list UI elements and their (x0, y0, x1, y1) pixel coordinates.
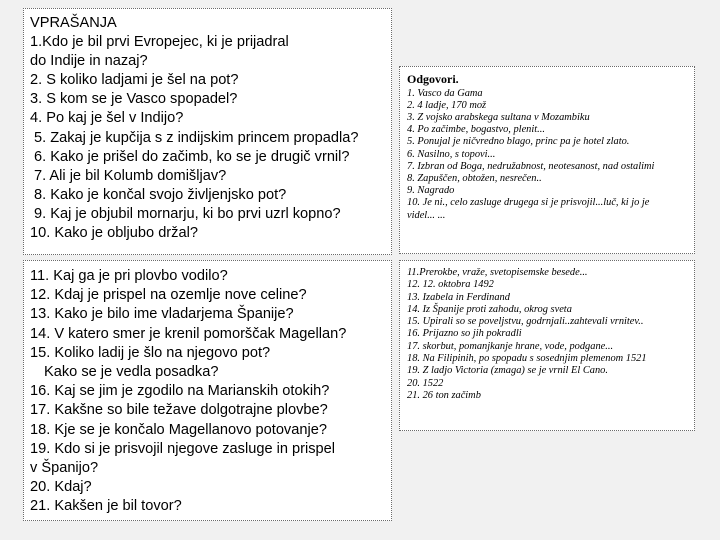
question-line: 7. Ali je bil Kolumb domišljav? (34, 167, 227, 184)
answer-line: 10. Je ni., celo zasluge drugega si je prisvojil...luč, ki jo je (407, 197, 650, 209)
answer-line: 16. Prijazno so jih pokradli (407, 328, 522, 340)
question-line: 10. Kako je obljubo držal? (30, 225, 198, 242)
answer-line: 2. 4 ladje, 170 mož (407, 99, 487, 111)
answer-line: 4. Po začimbe, bogastvo, plenit... (407, 124, 545, 136)
question-line: 1.Kdo je bil prvi Evropejec, ki je prijadral (30, 34, 289, 51)
answer-line: 13. Izabela in Ferdinand (407, 291, 510, 303)
question-line: 16. Kaj se jim je zgodilo na Marianskih otokih? (30, 383, 330, 400)
answer-line: 6. Nasilno, s topovi... (407, 148, 496, 160)
answer-line: 14. Iz Španije proti zahodu, okrog sveta (407, 303, 572, 315)
questions-heading: VPRAŠANJA (30, 15, 117, 31)
question-line: 19. Kdo si je prisvojil njegove zasluge in prispel (30, 440, 336, 457)
answer-line: 3. Z vojsko arabskega sultana v Mozambiku (407, 111, 590, 123)
answers-box-1 (399, 66, 695, 254)
answer-line: 11.Prerokbe, vraže, svetopisemske besede... (407, 267, 588, 278)
question-line: 12. Kdaj je prispel na ozemlje nove celine? (30, 287, 307, 304)
question-line: 14. V katero smer je krenil pomorščak Magellan? (30, 325, 347, 342)
answer-line: 12. 12. oktobra 1492 (407, 279, 494, 291)
answer-line: 20. 1522 (407, 377, 444, 389)
answer-line: 21. 26 ton začimb (407, 389, 481, 401)
answers-box-2 (399, 260, 695, 431)
answer-line: 8. Zapuščen, obtožen, nesrečen.. (407, 172, 542, 184)
answer-line: videl... ... (407, 209, 446, 221)
question-line: 11. Kaj ga je pri plovbo vodilo? (30, 268, 228, 284)
answer-line: 1. Vasco da Gama (407, 87, 483, 99)
question-line: 21. Kakšen je bil tovor? (30, 498, 182, 515)
answer-line: 7. Izbran od Boga, nedružabnost, neotesanost, nad ostalimi (407, 160, 655, 172)
question-line: v Španijo? (30, 460, 99, 477)
question-line: 8. Kako je končal svojo življenjsko pot? (34, 186, 287, 203)
question-line: 6. Kako je prišel do začimb, ko se je drugič vrnil? (34, 148, 350, 165)
answer-line: 17. skorbut, pomanjkanje hrane, vode, podgane... (407, 340, 614, 352)
question-line: 3. S kom se je Vasco spopadel? (30, 91, 238, 108)
question-line: 15. Koliko ladij je šlo na njegovo pot? (30, 344, 271, 361)
question-line: 2. S koliko ladjami je šel na pot? (30, 72, 239, 89)
question-line: 9. Kaj je objubil mornarju, ki bo prvi uzrl kopno? (34, 205, 341, 222)
question-line: 17. Kakšne so bile težave dolgotrajne plovbe? (30, 402, 328, 419)
questions-box-1 (23, 8, 392, 255)
question-line: 13. Kako je bilo ime vladarjema Španije? (30, 306, 294, 323)
question-line: 18. Kje se je končalo Magellanovo potovanje? (30, 421, 327, 438)
questions-box-2 (23, 260, 392, 521)
question-line: do Indije in nazaj? (30, 53, 148, 70)
answer-line: 15. Upirali so se poveljstvu, godrnjali..zahtevali vrnitev.. (407, 316, 644, 328)
answer-line: 9. Nagrado (407, 185, 455, 197)
question-line: 4. Po kaj je šel v Indijo? (30, 110, 184, 127)
answer-line: 5. Ponujal je ničvredno blago, princ pa je hotel zlato. (407, 136, 630, 148)
question-line: 20. Kdaj? (30, 479, 92, 496)
answers-heading: Odgovori. (407, 72, 459, 86)
question-line: Kako se je vedla posadka? (44, 364, 219, 381)
answer-line: 18. Na Filipinih, po spopadu s sosednjim plemenom 1521 (407, 353, 647, 365)
answer-line: 19. Z ladjo Victoria (zmaga) se je vrnil El Cano. (407, 365, 608, 377)
question-line: 5. Zakaj je kupčija s z indijskim princem propadla? (34, 129, 359, 146)
